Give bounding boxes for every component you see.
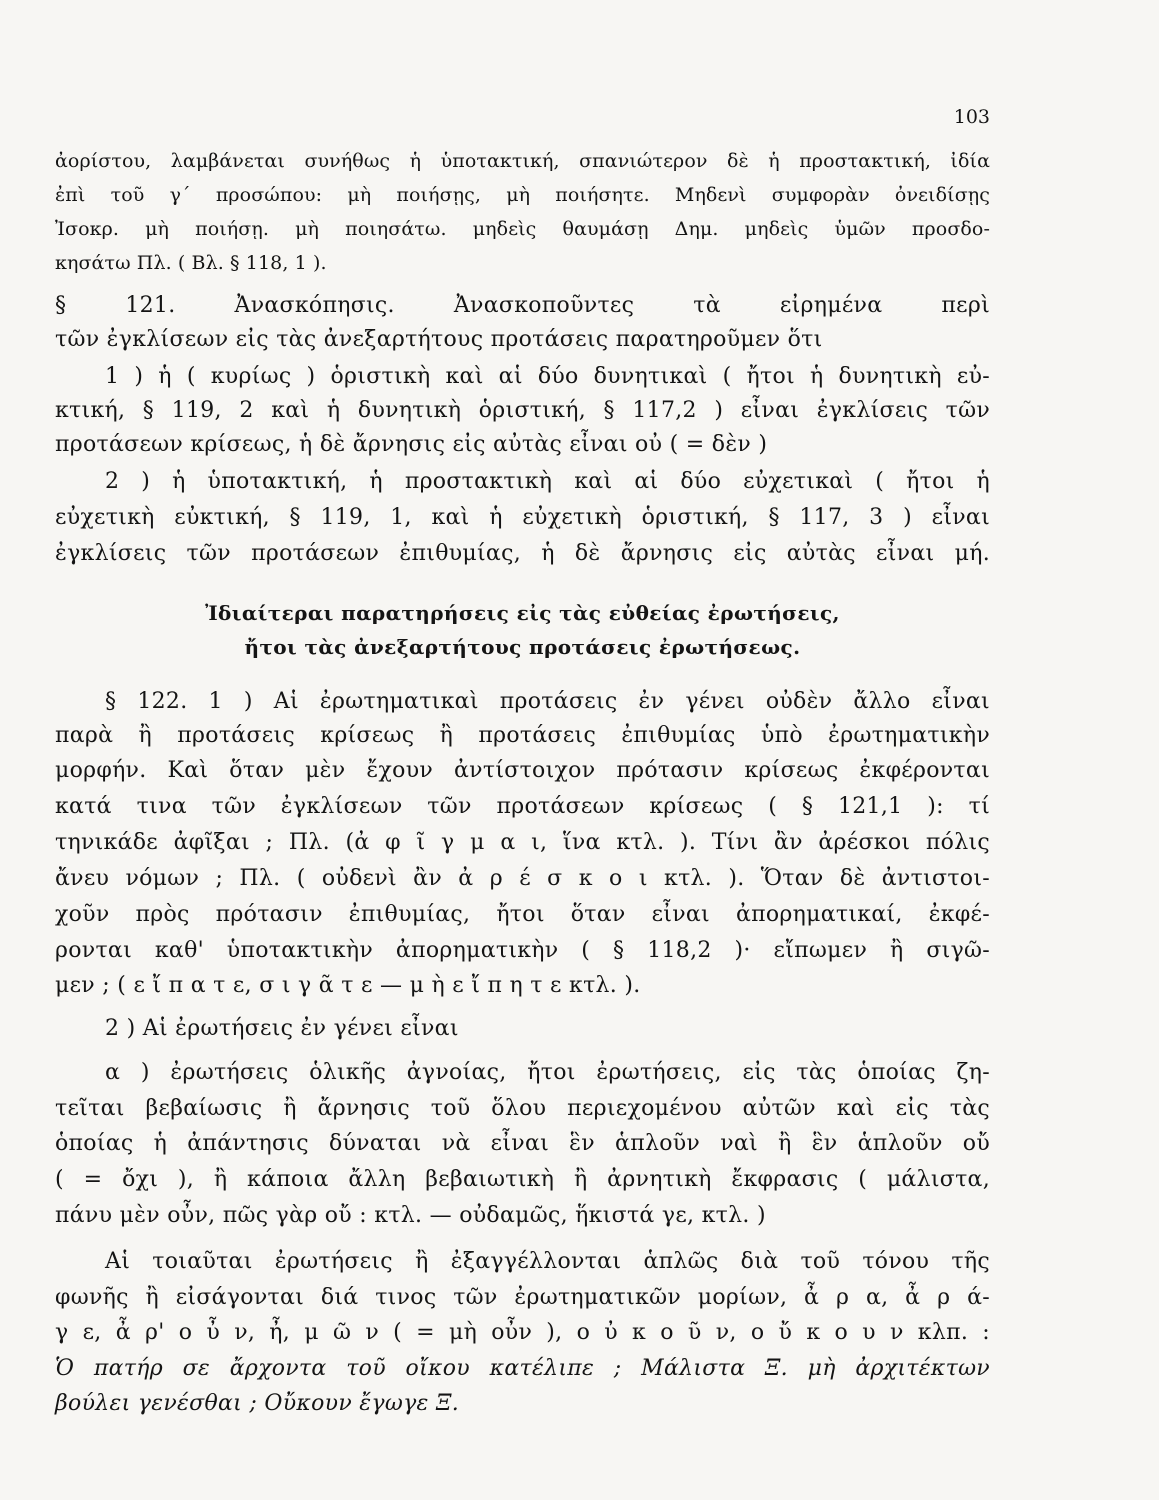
- section-121-line: ἐγκλίσεις τῶν προτάσεων ἐπιθυμίας, ἡ δὲ ἄρνησις εἰς αὐτὰς εἶναι μή.: [55, 541, 990, 566]
- part2-line: πάνυ μὲν οὖν, πῶς γὰρ οὔ : κτλ. — οὐδαμῶς, ἥκιστά γε, κτλ. ): [55, 1203, 766, 1228]
- page-number: 103: [953, 106, 990, 128]
- section-121-line: εὐχετικὴ εὐκτική, § 119, 1, καὶ ἡ εὐχετικὴ ὁριστική, § 117, 3 ) εἶναι: [55, 505, 990, 530]
- section-122-line: § 122. 1 ) Αἱ ἐρωτηματικαὶ προτάσεις ἐν γένει οὐδὲν ἄλλο εἶναι: [105, 689, 990, 714]
- part2-line: ( = ὄχι ), ἢ κάποια ἄλλη βεβαιωτικὴ ἢ ἀρνητικὴ ἔκφρασις ( μάλιστα,: [55, 1167, 990, 1192]
- section-122-line: χοῦν πρὸς πρότασιν ἐπιθυμίας, ἤτοι ὅταν εἶναι ἀπορηματικαί, ἐκφέ-: [55, 902, 990, 927]
- intro-line: κησάτω Πλ. ( Βλ. § 118, 1 ).: [55, 252, 327, 274]
- section-121-line: 1 ) ἡ ( κυρίως ) ὁριστικὴ καὶ αἱ δύο δυνητικαὶ ( ἤτοι ἡ δυνητικὴ εὐ-: [105, 364, 990, 389]
- intro-line: ἀορίστου, λαμβάνεται συνήθως ἡ ὑποτακτική, σπανιώτερον δὲ ἡ προστακτική, ἰδία: [55, 150, 990, 172]
- part2-line: ὁποίας ἡ ἀπάντησις δύναται νὰ εἶναι ἓν ἁπλοῦν ναὶ ἢ ἓν ἁπλοῦν οὔ: [55, 1131, 990, 1156]
- section-121-line: κτική, § 119, 2 καὶ ἡ δυνητικὴ ὁριστική, § 117,2 ) εἶναι ἐγκλίσεις τῶν: [55, 398, 990, 423]
- final-line: Ὁ πατήρ σε ἄρχοντα τοῦ οἴκου κατέλιπε ; Μάλιστα Ξ. μὴ ἀρχιτέκτων: [55, 1356, 990, 1381]
- part2-line: α ) ἐρωτήσεις ὁλικῆς ἀγνοίας, ἤτοι ἐρωτήσεις, εἰς τὰς ὁποίας ζη-: [105, 1060, 990, 1085]
- subheading-line: ἤτοι τὰς ἀνεξαρτήτους προτάσεις ἐρωτήσεως.: [244, 635, 801, 659]
- section-121-line: 2 ) ἡ ὑποτακτική, ἡ προστακτικὴ καὶ αἱ δύο εὐχετικαὶ ( ἤτοι ἡ: [105, 469, 990, 494]
- section-122-line: ἄνευ νόμων ; Πλ. ( οὐδενὶ ἂν ἀ ρ έ σ κ ο ι κτλ. ). Ὅταν δὲ ἀντιστοι-: [55, 866, 990, 891]
- section-122-line: μορφήν. Καὶ ὅταν μὲν ἔχουν ἀντίστοιχον πρότασιν κρίσεως ἐκφέρονται: [55, 758, 990, 783]
- subheading-line: Ἰδιαίτεραι παρατηρήσεις εἰς τὰς εὐθείας ἐρωτήσεις,: [205, 601, 840, 625]
- section-121-line: προτάσεων κρίσεως, ἡ δὲ ἄρνησις εἰς αὐτὰς εἶναι οὐ ( = δὲν ): [55, 432, 768, 457]
- final-line: Αἱ τοιαῦται ἐρωτήσεις ἢ ἐξαγγέλλονται ἁπλῶς διὰ τοῦ τόνου τῆς: [105, 1249, 990, 1274]
- section-122-line: ρονται καθ' ὑποτακτικὴν ἀπορηματικὴν ( § 118,2 )· εἴπωμεν ἢ σιγῶ-: [55, 938, 990, 963]
- section-121-line: § 121. Ἀνασκόπησις. Ἀνασκοποῦντες τὰ εἰρημένα περὶ: [55, 293, 990, 318]
- section-122-line: τηνικάδε ἀφῖξαι ; Πλ. (ἀ φ ῖ γ μ α ι, ἵνα κτλ. ). Τίνι ἂν ἀρέσκοι πόλις: [55, 830, 990, 855]
- part2-line: τεῖται βεβαίωσις ἢ ἄρνησις τοῦ ὅλου περιεχομένου αὐτῶν καὶ εἰς τὰς: [55, 1096, 990, 1121]
- section-121-line: τῶν ἐγκλίσεων εἰς τὰς ἀνεξαρτήτους προτάσεις παρατηροῦμεν ὅτι: [55, 327, 823, 352]
- section-122-line: μεν ; ( ε ἴ π α τ ε, σ ι γ ᾶ τ ε — μ ὴ ε ἴ π η τ ε κτλ. ).: [55, 973, 641, 998]
- section-122-line: παρὰ ἢ προτάσεις κρίσεως ἢ προτάσεις ἐπιθυμίας ὑπὸ ἐρωτηματικὴν: [55, 723, 990, 748]
- final-line: γ ε, ἆ ρ' ο ὖ ν, ἦ, μ ῶ ν ( = μὴ οὖν ), ο ὐ κ ο ῦ ν, ο ὔ κ ο υ ν κλπ. :: [55, 1320, 990, 1345]
- intro-line: Ἰσοκρ. μὴ ποιήσῃ. μὴ ποιησάτω. μηδεὶς θαυμάσῃ Δημ. μηδεὶς ὑμῶν προσδο-: [55, 218, 990, 240]
- part2-line: 2 ) Αἱ ἐρωτήσεις ἐν γένει εἶναι: [105, 1016, 459, 1041]
- section-122-line: κατά τινα τῶν ἐγκλίσεων τῶν προτάσεων κρίσεως ( § 121,1 ): τί: [55, 794, 990, 819]
- final-line: φωνῆς ἢ εἰσάγονται διά τινος τῶν ἐρωτηματικῶν μορίων, ἆ ρ α, ἆ ρ ά-: [55, 1285, 990, 1310]
- final-line: βούλει γενέσθαι ; Οὔκουν ἔγωγε Ξ.: [55, 1391, 460, 1416]
- intro-line: ἐπὶ τοῦ γ´ προσώπου: μὴ ποιήσῃς, μὴ ποιήσητε. Μηδενὶ συμφορὰν ὀνειδίσῃς: [55, 184, 990, 206]
